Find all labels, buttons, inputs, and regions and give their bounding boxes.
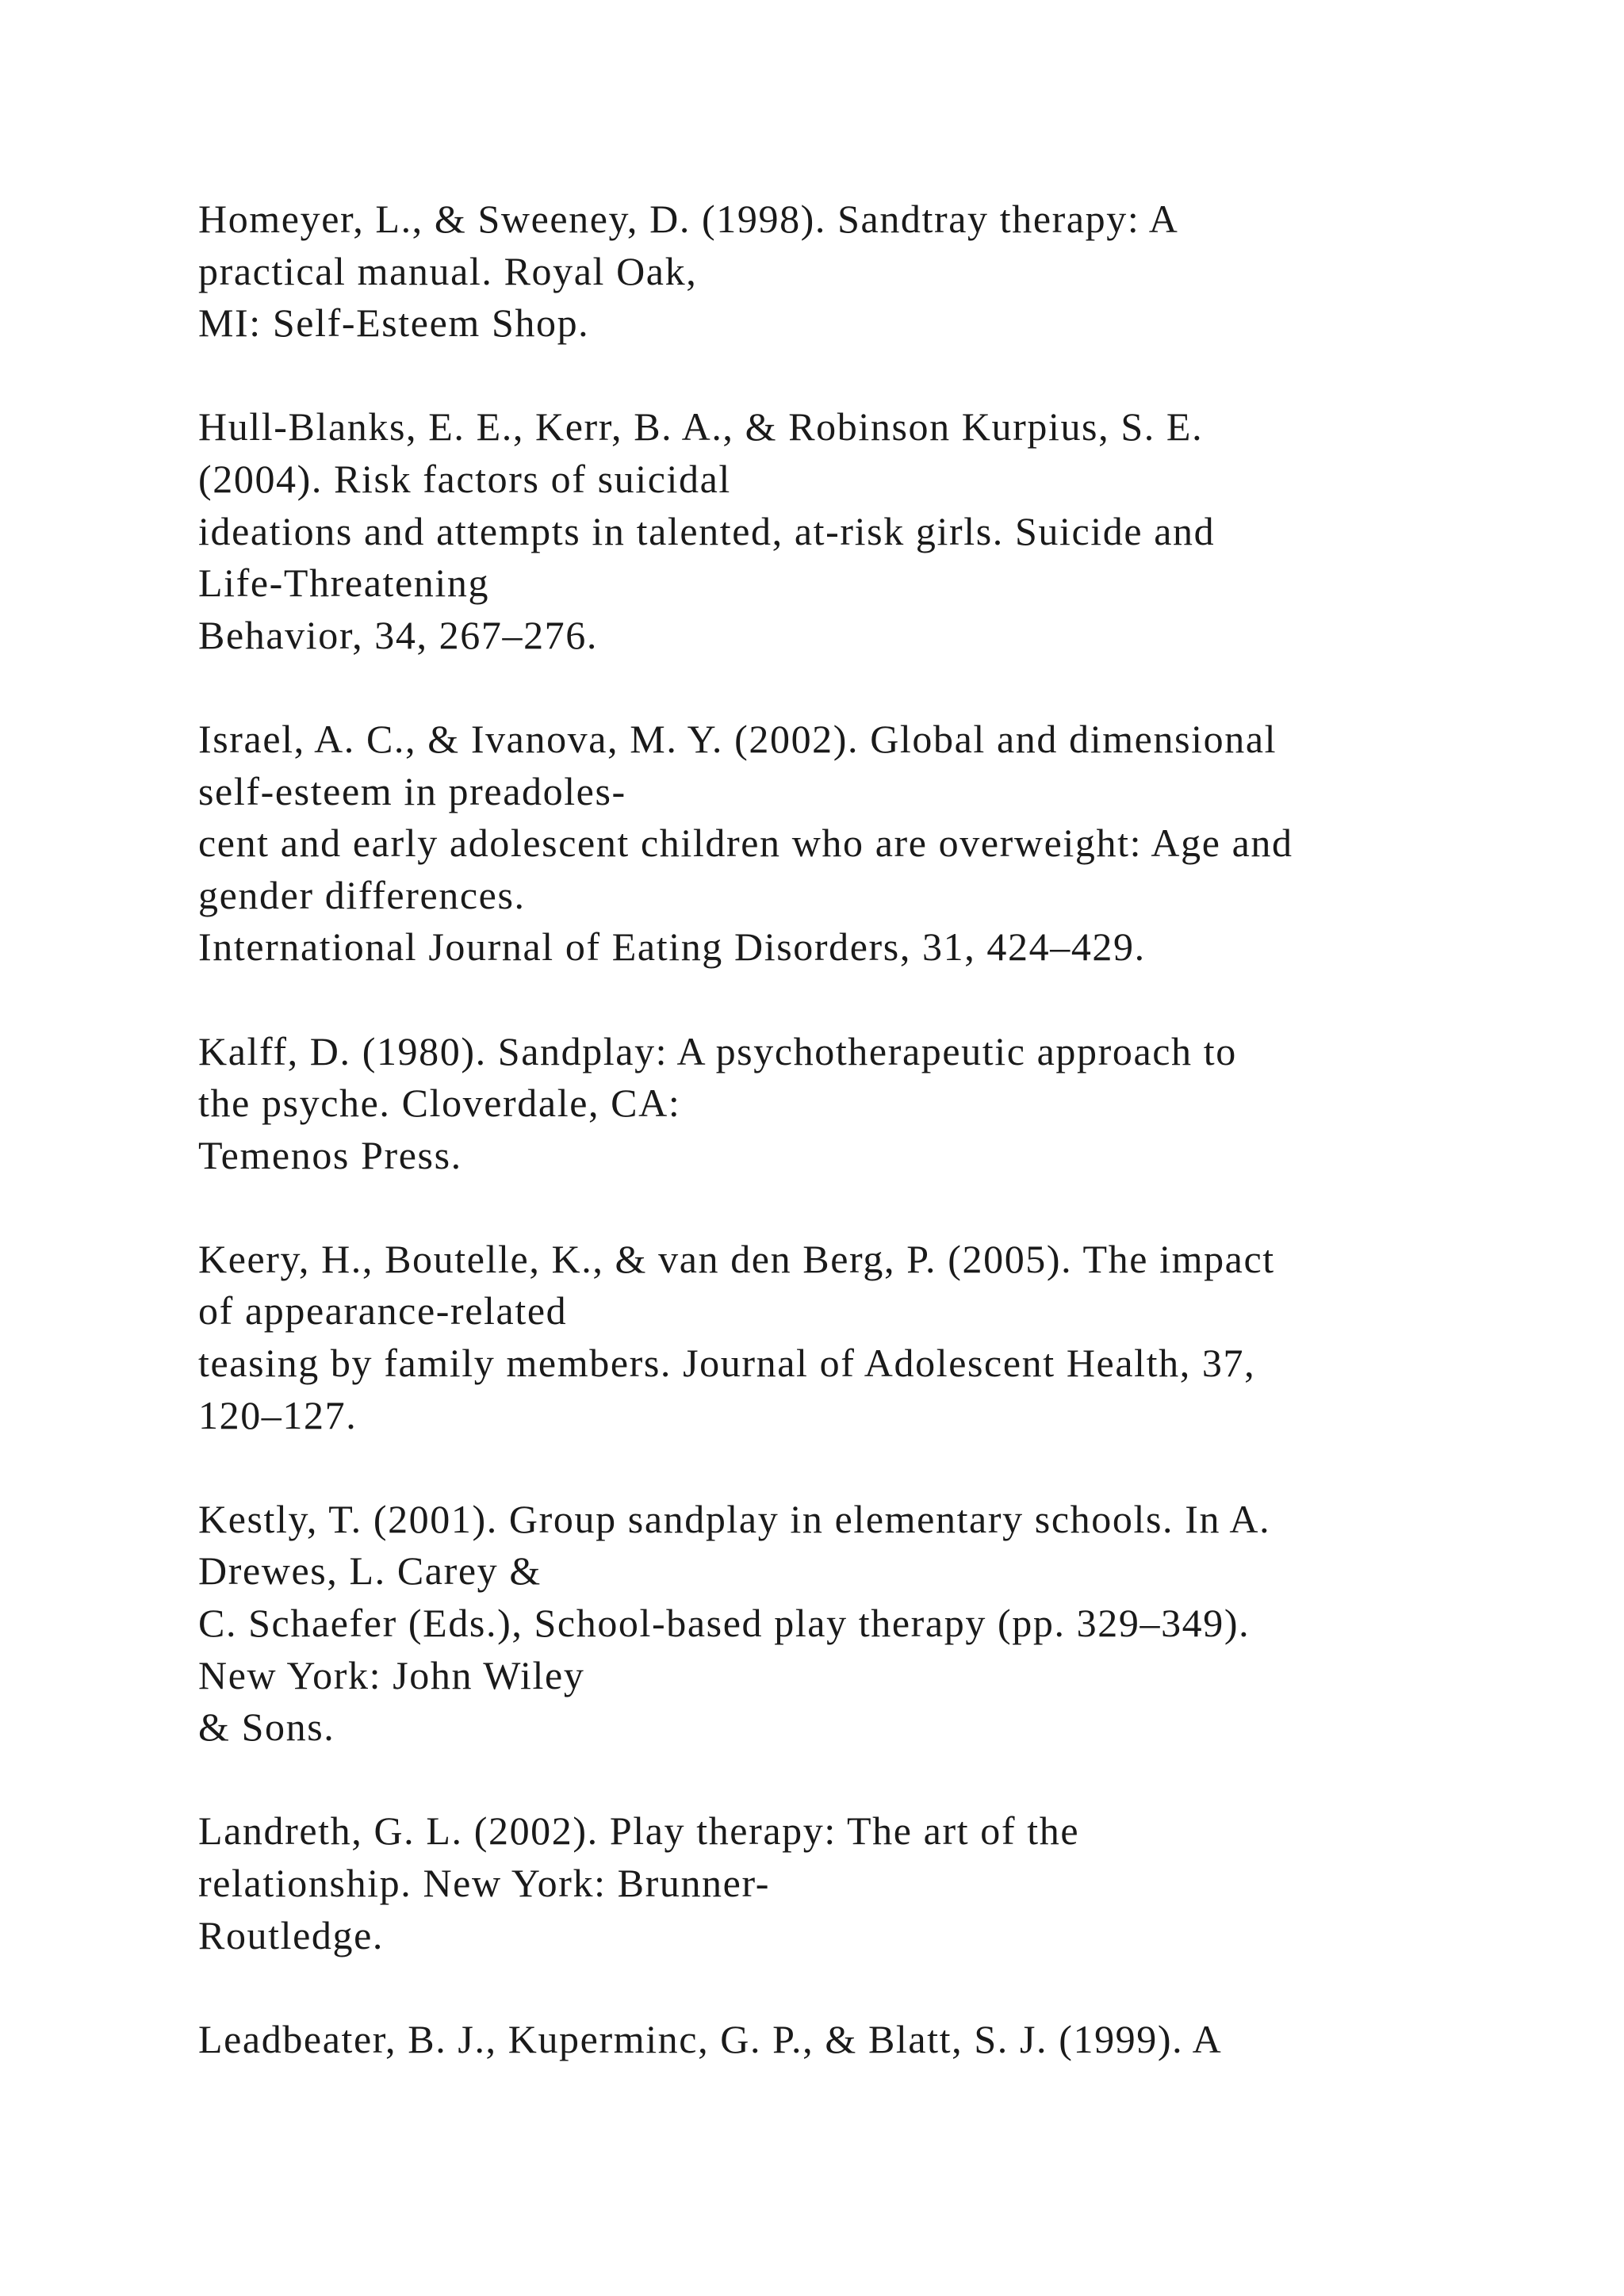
reference-line: Leadbeater, B. J., Kuperminc, G. P., & Blatt, S. J. (1999). A (198, 2016, 1223, 2061)
reference-entry (198, 2014, 1546, 2066)
reference-line: Homeyer, L., & Sweeney, D. (1998). Sandtray therapy: A (198, 197, 1179, 241)
reference-line: Hull-Blanks, E. E., Kerr, B. A., & Robinson Kurpius, S. E. (198, 404, 1204, 450)
reference-list (198, 193, 1546, 2118)
reference-line: teasing by family members. Journal of Adolescent Health, 37, (198, 1341, 1256, 1386)
reference-line: Temenos Press. (198, 1132, 462, 1177)
reference-entry (198, 1234, 1546, 1441)
reference-line: Behavior, 34, 267–276. (198, 612, 598, 657)
reference-line: Drewes, L. Carey & (198, 1548, 542, 1594)
reference-line: & Sons. (198, 1705, 335, 1750)
reference-line: Kalff, D. (1980). Sandplay: A psychotherapeutic approach to (198, 1028, 1237, 1073)
reference-line: of appearance-related (198, 1288, 568, 1334)
reference-line: ideations and attempts in talented, at-risk girls. Suicide and (198, 508, 1216, 553)
reference-entry (198, 401, 1546, 661)
reference-line: International Journal of Eating Disorders, 31, 424–429. (198, 924, 1146, 970)
reference-line: Keery, H., Boutelle, K., & van den Berg, P. (2005). The impact (198, 1236, 1275, 1281)
reference-line: relationship. New York: Brunner- (198, 1861, 770, 1905)
reference-entry (198, 1805, 1546, 1961)
reference-line: cent and early adolescent children who are overweight: Age and (198, 821, 1293, 866)
reference-line: Landreth, G. L. (2002). Play therapy: The art of the (198, 1808, 1080, 1854)
reference-line: New York: John Wiley (198, 1652, 585, 1697)
reference-line: practical manual. Royal Oak, (198, 248, 698, 293)
reference-line: gender differences. (198, 872, 526, 917)
reference-line: 120–127. (198, 1392, 358, 1437)
reference-line: Routledge. (198, 1912, 385, 1957)
reference-line: self-esteem in preadoles- (198, 768, 626, 813)
reference-line: Israel, A. C., & Ivanova, M. Y. (2002). Global and dimensional (198, 716, 1277, 761)
reference-line: the psyche. Cloverdale, CA: (198, 1081, 681, 1126)
reference-line: Kestly, T. (2001). Group sandplay in elementary schools. In A. (198, 1496, 1271, 1541)
reference-line: Life-Threatening (198, 561, 490, 606)
reference-entry (198, 1026, 1546, 1182)
reference-entry (198, 193, 1546, 350)
reference-line: C. Schaefer (Eds.), School-based play therapy (pp. 329–349). (198, 1601, 1251, 1646)
reference-line: (2004). Risk factors of suicidal (198, 456, 731, 501)
reference-entry (198, 714, 1546, 974)
reference-line: MI: Self-Esteem Shop. (198, 300, 590, 346)
reference-entry (198, 1494, 1546, 1754)
